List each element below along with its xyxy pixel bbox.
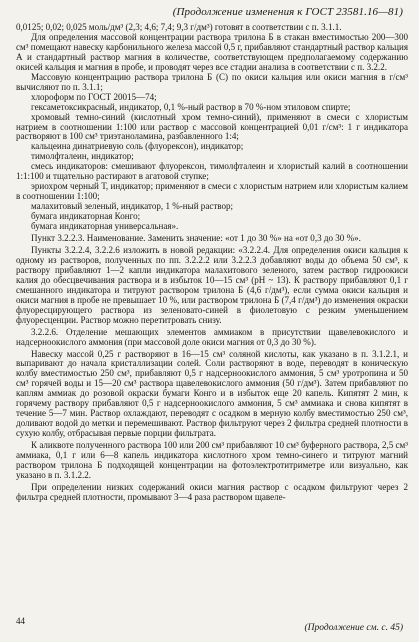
paragraph: К аликвоте полученного раствора 100 или 200 см³ прибавляют 10 см³ буферного раствора, 2,5 см³ аммиака, 0,1 г или 6—8 капель индикатора кислотного хром темно-синего и титруют магний раствором трилона Б подходящей концентрации на фотоэлектротитриметре или визуально, как указано в п. 3.1.2.2. <box>16 440 408 480</box>
paragraph: При определении низких содержаний окиси магния раствор с осадком фильтруют через 2 фильтра средней плотности, промывают 3—4 раза раствором щавеле- <box>16 481 408 502</box>
paragraph: 0,0125; 0,02; 0,025 моль/дм³ (2,3; 4,6; 7,4; 9,3 г/дм³) готовят в соответствии с п. 3.1.1. <box>16 22 342 32</box>
list-item: кальцеина динатриевую соль (флуорексон), индикатор; <box>31 141 244 152</box>
list-item: хромовый темно-синий (кислотный хром темно-синий), применяют в смеси с хлористым натрием в соотношении 1:100 или раствор с массовой концентрацией 0,01 г/см³: 1 г индикатора растворяют в 100 см³ триэтаноламина, разбавленного 1:4; <box>16 111 408 142</box>
paragraph: Пункт 3.2.2.3. Наименование. Заменить значение: «от 1 до 30 %» на «от 0,3 до 30 %». <box>31 233 361 244</box>
document-body <box>16 23 408 503</box>
list-item: эриохром черный Т, индикатор; применяют в смеси с хлористым натрием или хлористым калием в соотношении 1:100; <box>16 181 408 202</box>
list-item: бумага индикаторная универсальная». <box>31 221 179 232</box>
paragraph: Для определения массовой концентрации раствора трилона Б в стакан вместимостью 200—300 см³ помещают навеску карбонильного железа массой 0,5 г, прибавляют стандартный раствор кальция А и стандартный раствор магния в количестве, соответствующем предполагаемому содержанию окисей кальция и магния в пробе, и проводят через все стадии анализа в соответствии с п. 3.2.2. <box>16 31 408 72</box>
list-item: бумага индикаторная Конго; <box>31 211 141 222</box>
list-item: малахитовый зеленый, индикатор, 1 %-ный раствор; <box>31 201 234 212</box>
list-item: гексаметоксикрасный, индикатор, 0,1 %-ный раствор в 70 %-ном этиловом спирте; <box>31 101 351 112</box>
page-number: 44 <box>16 616 25 626</box>
list-item: смесь индикаторов: смешивают флуорексон, тимолфталеин и хлористый калий в соотношении 1:1:100 и тщательно растирают в агатовой ступке; <box>16 161 408 182</box>
continuation-note: (Продолжение см. с. 45) <box>304 623 403 633</box>
running-header: (Продолжение изменения к ГОСТ 23581.16—81) <box>172 6 403 18</box>
list-item: тимолфталеин, индикатор; <box>31 151 134 162</box>
list-item: хлороформ по ГОСТ 20015—74; <box>31 91 157 102</box>
paragraph: Массовую концентрацию раствора трилона Б (С) по окиси кальция или окиси магния в г/см³ вычисляют по п. 3.1.1; <box>16 71 408 92</box>
paragraph: Пункты 3.2.2.4, 3.2.2.6 изложить в новой редакции: «3.2.2.4. Для определения окиси кальция к одному из растворов, полученных по пп. 3.2.2.2 или 3.2.2.3 добавляют воды до объема 50 см³, к раствору прибавляют 1—2 капли индикатора малахитового зеленого, затем раствор гидроокиси калия до обесцвечивания раствора и в избыток 10—15 см³ (pH ~ 13). К раствору прибавляют 0,1 г смешанного индикатора и титруют раствором трилона Б (4,6 г/дм³), если сумма окиси кальция и окиси магния в пробе не превышает 10 %, или раствором трилона Б (7,4 г/дм³) до изменения окраски флуоресцирующего раствора из зеленовато-синей в фиолетовую с резким уменьшением флуоресценции. Раствор можно перетитровать снизу. <box>16 244 408 325</box>
paragraph: 3.2.2.6. Отделение мешающих элементов аммиаком в присутствии щавелевокислого и надсерноокислого аммония (при массовой доле окиси магния от 0,3 до 30 %). <box>16 326 408 347</box>
paragraph: Навеску массой 0,25 г растворяют в 16—15 см³ соляной кислоты, как указано в п. 3.1.2.1, и выпаривают до начала кристаллизации солей. Соли растворяют в воде, переводят в коническую колбу вместимостью 250 см³, прибавляют 0,5 г надсерноокислого аммония, 5 см³ уротропина и 50 см³ горячей воды и 15—20 см³ раствора щавелевокислого аммония (50 г/дм³). Затем прибавляют по каплям аммиак до розовой окраски бумаги Конго и в избыток еще 20 капель. Кипятят 2 мин, к горячему раствору прибавляют 0,5 г надсерноокислого аммония, 5 см³ аммиака и снова кипятят в течение 5—7 мин. Раствор охлаждают, переводят с осадком в мерную колбу вместимостью 250 см³, доливают водой до метки и перемешивают. Раствор фильтруют через 2 фильтра средней плотности в сухую колбу, отбрасывая первые порции фильтрата. <box>16 348 408 439</box>
